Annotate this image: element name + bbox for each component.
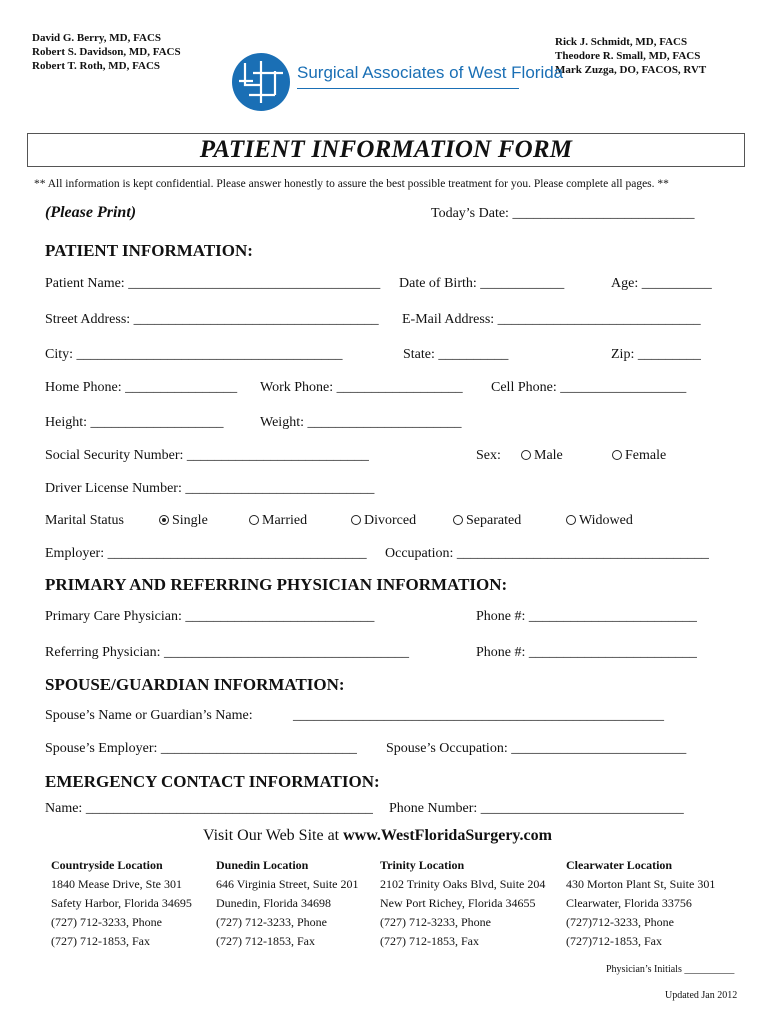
location-name: Dunedin Location: [216, 858, 309, 872]
location-city: New Port Richey, Florida 34655: [380, 896, 536, 910]
location-fax: (727)712-1853, Fax: [566, 934, 662, 948]
location-trinity: [380, 856, 545, 951]
marital-option-label: Married: [262, 513, 308, 528]
city-field[interactable]: City: ______________________________________: [45, 347, 343, 362]
doctor-name: Rick J. Schmidt, MD, FACS: [555, 36, 688, 48]
radio-checked-icon: [159, 515, 169, 525]
radio-icon: [351, 515, 361, 525]
marital-option-label: Divorced: [364, 513, 417, 528]
spouse-name-label: Spouse’s Name or Guardian’s Name:: [45, 708, 253, 723]
work-phone-field[interactable]: Work Phone: __________________: [260, 380, 463, 395]
street-address-field[interactable]: Street Address: ___________________________________: [45, 312, 379, 327]
location-name: Clearwater Location: [566, 858, 673, 872]
marital-single-radio[interactable]: [159, 513, 208, 529]
spouse-name-field[interactable]: _____________________________________________________: [293, 708, 664, 723]
emergency-name-field[interactable]: Name: _________________________________________: [45, 801, 373, 816]
employer-field[interactable]: Employer: _____________________________________: [45, 546, 367, 561]
confidential-notice: ** All information is kept confidential. Please answer honestly to assure the best possible treatment for you. Please complete all pages. **: [34, 178, 669, 190]
radio-icon: [521, 450, 531, 460]
location-address: 430 Morton Plant St, Suite 301: [566, 877, 716, 891]
radio-icon: [566, 515, 576, 525]
height-field[interactable]: Height: ___________________: [45, 415, 224, 430]
occupation-field[interactable]: Occupation: ____________________________________: [385, 546, 709, 561]
page-title: PATIENT INFORMATION FORM: [199, 136, 573, 163]
location-clearwater: [566, 856, 715, 951]
location-city: Dunedin, Florida 34698: [216, 896, 331, 910]
location-address: 646 Virginia Street, Suite 201: [216, 877, 359, 891]
patient-name-field[interactable]: Patient Name: ____________________________________: [45, 276, 381, 291]
location-address: 1840 Mease Drive, Ste 301: [51, 877, 182, 891]
sex-label: Sex:: [476, 448, 501, 463]
zip-field[interactable]: Zip: _________: [611, 347, 701, 362]
spouse-occupation-field[interactable]: Spouse’s Occupation: _________________________: [386, 741, 687, 756]
location-address: 2102 Trinity Oaks Blvd, Suite 204: [380, 877, 546, 891]
todays-date-field[interactable]: Today’s Date: __________________________: [431, 206, 695, 221]
location-fax: (727) 712-1853, Fax: [51, 934, 150, 948]
marital-option-label: Widowed: [579, 513, 633, 528]
section-emergency: EMERGENCY CONTACT INFORMATION:: [45, 772, 380, 791]
section-physician: PRIMARY AND REFERRING PHYSICIAN INFORMATION:: [45, 575, 508, 594]
age-field[interactable]: Age: __________: [611, 276, 712, 291]
sex-female-radio[interactable]: [612, 448, 666, 464]
location-fax: (727) 712-1853, Fax: [216, 934, 315, 948]
doctors-left: [32, 31, 181, 73]
location-phone: (727) 712-3233, Phone: [216, 915, 327, 929]
state-field[interactable]: State: __________: [403, 347, 509, 362]
home-phone-field[interactable]: Home Phone: ________________: [45, 380, 238, 395]
doctors-right: [555, 35, 706, 77]
marital-married-radio[interactable]: [249, 513, 307, 529]
website-line: [203, 827, 552, 845]
dob-field[interactable]: Date of Birth: ____________: [399, 276, 565, 291]
sex-male-label: Male: [534, 448, 563, 463]
section-spouse: SPOUSE/GUARDIAN INFORMATION:: [45, 675, 345, 694]
marital-option-label: Single: [172, 513, 208, 528]
marital-status-label: Marital Status: [45, 513, 124, 528]
please-print: (Please Print): [45, 204, 137, 221]
location-name: Countryside Location: [51, 858, 163, 872]
marital-option-label: Separated: [466, 513, 522, 528]
ssn-field[interactable]: Social Security Number: __________________________: [45, 448, 369, 463]
cell-phone-field[interactable]: Cell Phone: __________________: [491, 380, 687, 395]
location-phone: (727)712-3233, Phone: [566, 915, 674, 929]
doctor-name: Robert T. Roth, MD, FACS: [32, 60, 161, 72]
email-field[interactable]: E-Mail Address: _____________________________: [402, 312, 701, 327]
location-phone: (727) 712-3233, Phone: [380, 915, 491, 929]
marital-divorced-radio[interactable]: [351, 513, 416, 529]
website-link[interactable]: www.WestFloridaSurgery.com: [343, 827, 552, 844]
location-dunedin: [216, 856, 359, 951]
spouse-employer-field[interactable]: Spouse’s Employer: ____________________________: [45, 741, 357, 756]
logo-underline: [297, 88, 519, 89]
marital-widowed-radio[interactable]: [566, 513, 633, 529]
radio-icon: [249, 515, 259, 525]
primary-physician-field[interactable]: Primary Care Physician: ___________________________: [45, 609, 375, 624]
logo-text: Surgical Associates of West Florida: [297, 63, 564, 82]
sex-female-label: Female: [625, 448, 667, 463]
location-city: Safety Harbor, Florida 34695: [51, 896, 192, 910]
form-title-box: [27, 133, 745, 167]
logo-emblem: [231, 51, 291, 118]
referring-phone-field[interactable]: Phone #: ________________________: [476, 645, 697, 660]
emergency-phone-field[interactable]: Phone Number: _____________________________: [389, 801, 684, 816]
referring-physician-field[interactable]: Referring Physician: ___________________________________: [45, 645, 409, 660]
physician-initials-field[interactable]: Physician’s Initials __________: [606, 964, 735, 975]
location-fax: (727) 712-1853, Fax: [380, 934, 479, 948]
location-phone: (727) 712-3233, Phone: [51, 915, 162, 929]
radio-icon: [612, 450, 622, 460]
doctor-name: Theodore R. Small, MD, FACS: [555, 50, 701, 62]
doctor-name: Robert S. Davidson, MD, FACS: [32, 46, 181, 58]
doctor-name: Mark Zuzga, DO, FACOS, RVT: [555, 64, 707, 76]
weight-field[interactable]: Weight: ______________________: [260, 415, 462, 430]
marital-separated-radio[interactable]: [453, 513, 521, 529]
updated-date: Updated Jan 2012: [665, 990, 738, 1001]
radio-icon: [453, 515, 463, 525]
driver-license-field[interactable]: Driver License Number: ___________________________: [45, 481, 375, 496]
sex-male-radio[interactable]: [521, 448, 563, 464]
location-countryside: [51, 856, 192, 951]
section-patient: PATIENT INFORMATION:: [45, 241, 253, 260]
doctor-name: David G. Berry, MD, FACS: [32, 32, 162, 44]
primary-phone-field[interactable]: Phone #: ________________________: [476, 609, 697, 624]
location-name: Trinity Location: [380, 858, 465, 872]
location-city: Clearwater, Florida 33756: [566, 896, 692, 910]
website-prefix: Visit Our Web Site at: [203, 827, 344, 844]
